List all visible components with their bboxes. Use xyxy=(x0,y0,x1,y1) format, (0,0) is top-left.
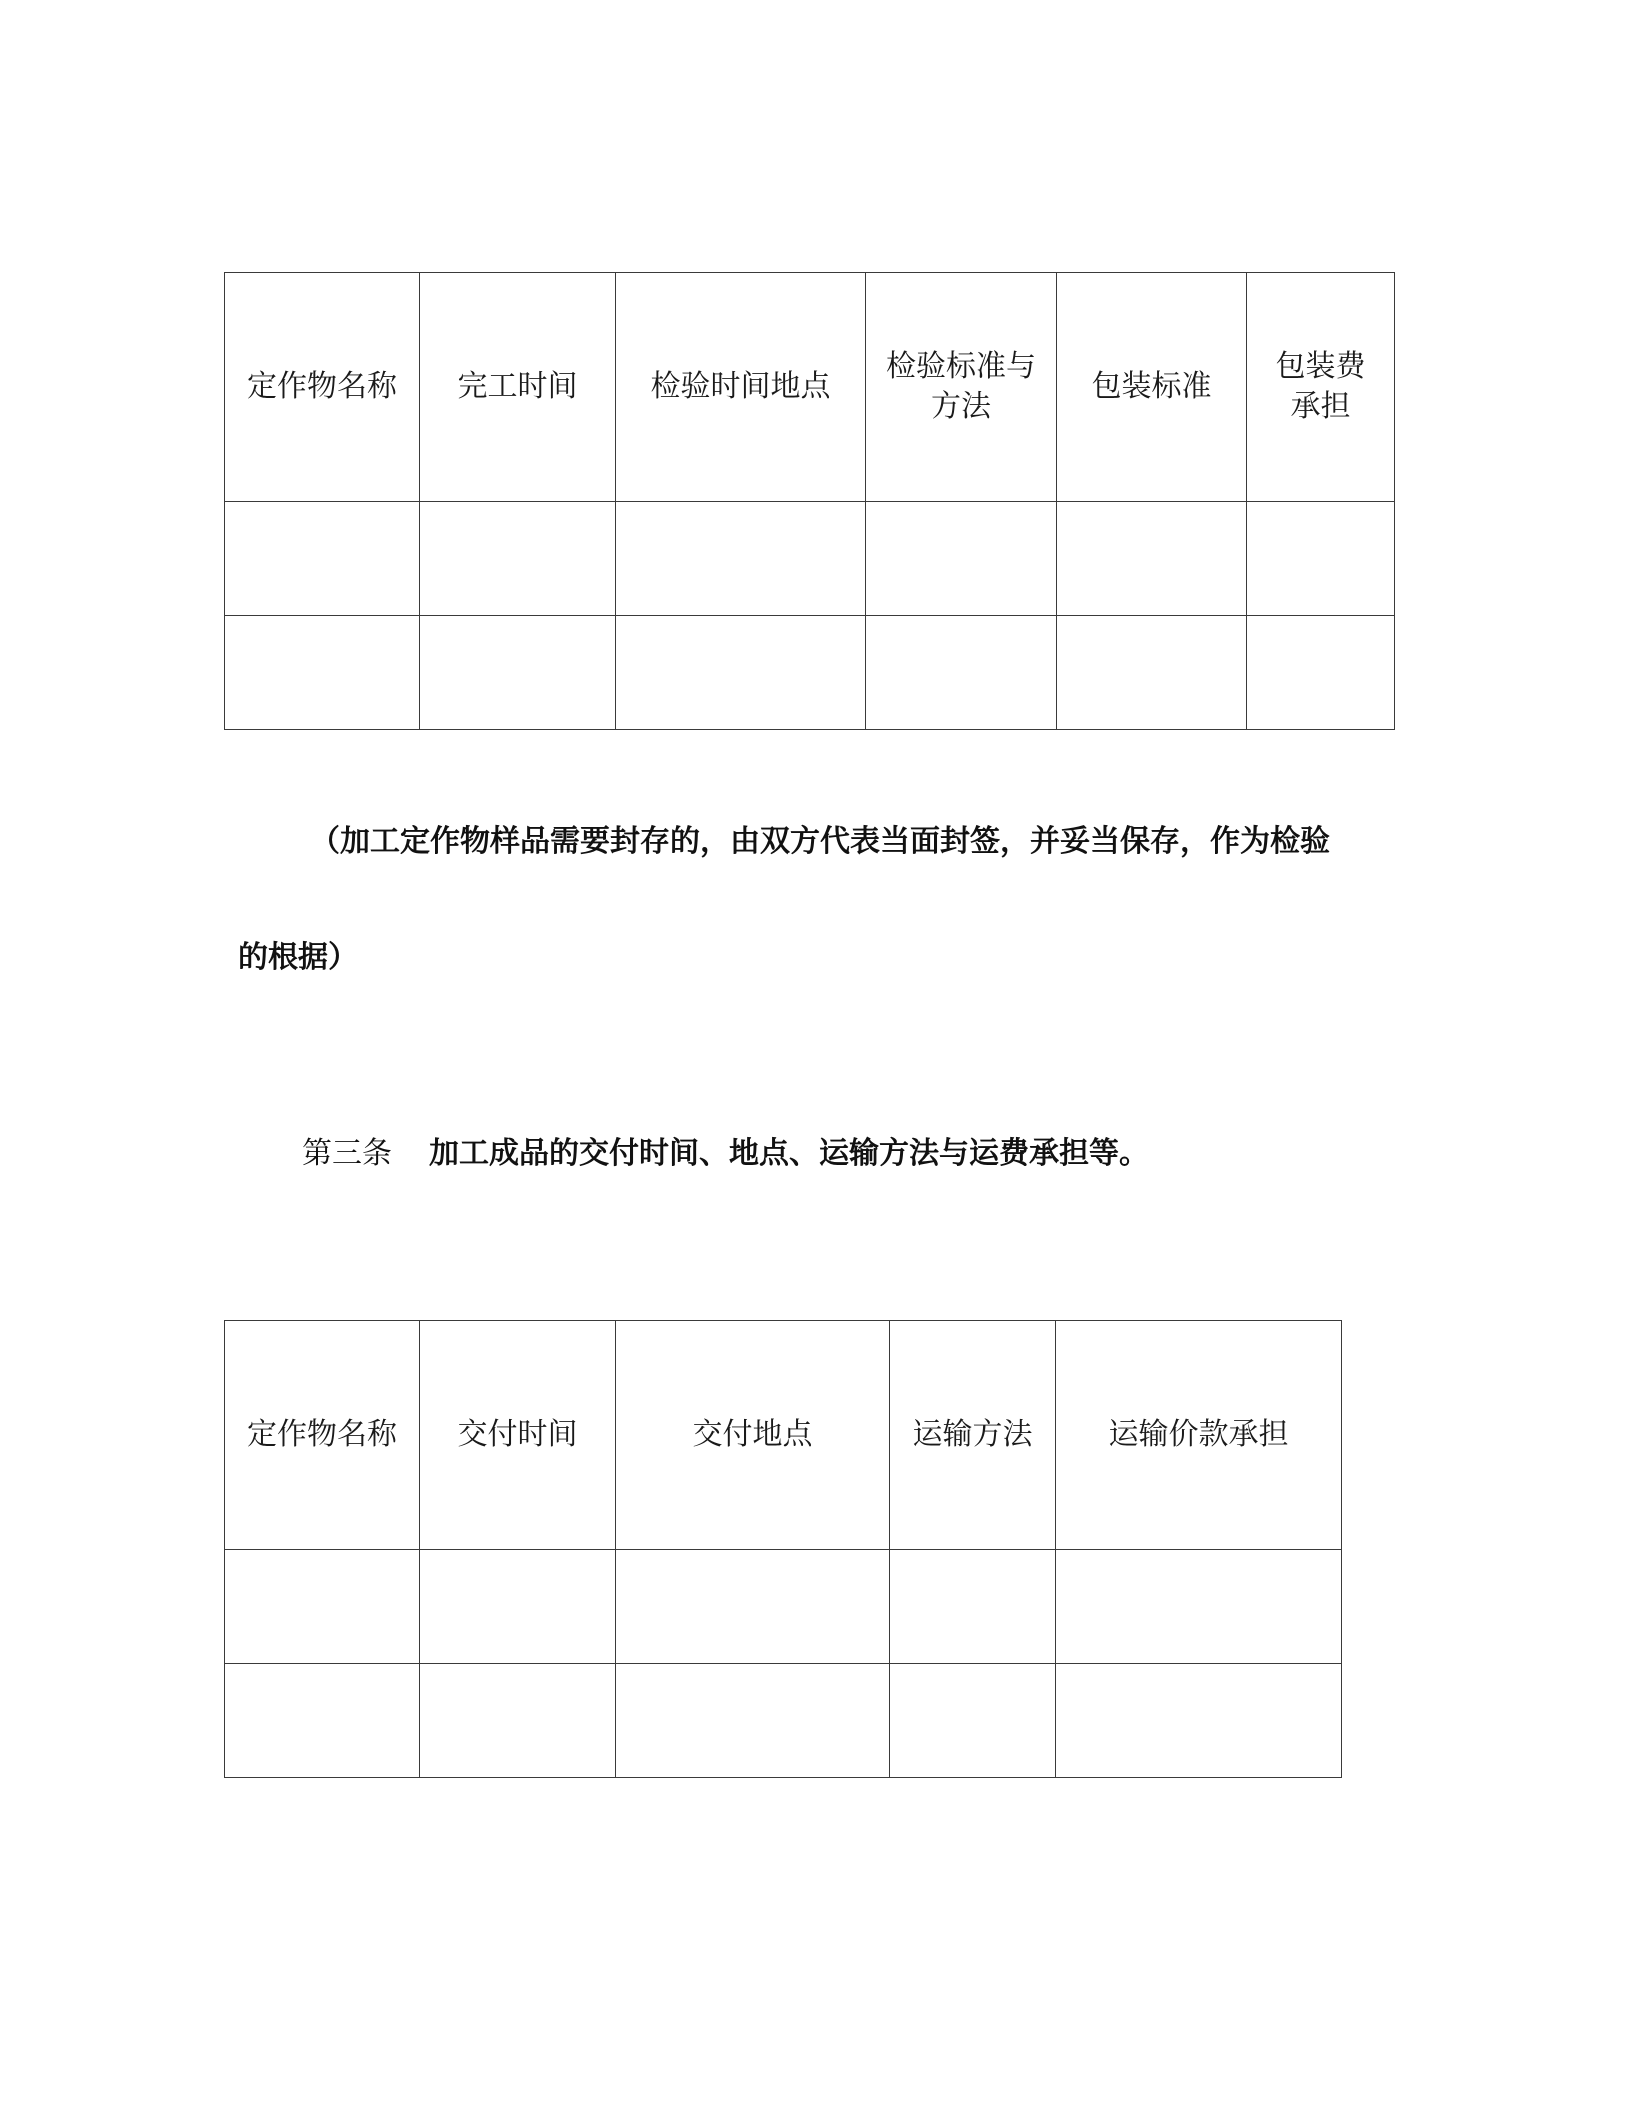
sample-note-line2: 的根据） xyxy=(238,940,358,975)
header-cell: 交付时间 xyxy=(420,1321,616,1550)
article-number: 第三条 xyxy=(302,1136,392,1171)
table-cell[interactable] xyxy=(616,502,866,616)
table-cell[interactable] xyxy=(616,1550,890,1664)
table-cell[interactable] xyxy=(420,1664,616,1778)
table-cell[interactable] xyxy=(616,1664,890,1778)
header-cell: 完工时间 xyxy=(420,273,616,502)
table-cell[interactable] xyxy=(890,1550,1056,1664)
delivery-table xyxy=(224,1320,1342,1778)
table-header-row xyxy=(225,1321,1342,1550)
header-cell: 包装标准 xyxy=(1057,273,1247,502)
sample-note-line1: （加工定作物样品需要封存的，由双方代表当面封签，并妥当保存，作为检验 xyxy=(310,824,1330,859)
header-cell: 定作物名称 xyxy=(225,273,420,502)
table-cell[interactable] xyxy=(225,502,420,616)
table-cell[interactable] xyxy=(1057,502,1247,616)
table-cell[interactable] xyxy=(1056,1550,1342,1664)
table-cell[interactable] xyxy=(866,502,1057,616)
header-cell: 包装费承担 xyxy=(1247,273,1395,502)
table-cell[interactable] xyxy=(890,1664,1056,1778)
header-cell: 交付地点 xyxy=(616,1321,890,1550)
table-row xyxy=(225,1664,1342,1778)
header-cell: 运输价款承担 xyxy=(1056,1321,1342,1550)
table-cell[interactable] xyxy=(225,1550,420,1664)
header-cell: 运输方法 xyxy=(890,1321,1056,1550)
inspection-table xyxy=(224,272,1395,730)
header-cell: 检验标准与方法 xyxy=(866,273,1057,502)
table-row xyxy=(225,1550,1342,1664)
table-cell[interactable] xyxy=(420,616,616,730)
table-cell[interactable] xyxy=(1247,502,1395,616)
table-cell[interactable] xyxy=(420,1550,616,1664)
header-cell: 定作物名称 xyxy=(225,1321,420,1550)
table-cell[interactable] xyxy=(420,502,616,616)
table-cell[interactable] xyxy=(225,616,420,730)
table-cell[interactable] xyxy=(1056,1664,1342,1778)
table-row xyxy=(225,616,1395,730)
table-cell[interactable] xyxy=(616,616,866,730)
header-cell: 检验时间地点 xyxy=(616,273,866,502)
article-three xyxy=(302,1128,1149,1172)
table-cell[interactable] xyxy=(225,1664,420,1778)
table-cell[interactable] xyxy=(1247,616,1395,730)
table-cell[interactable] xyxy=(866,616,1057,730)
table-header-row xyxy=(225,273,1395,502)
table-cell[interactable] xyxy=(1057,616,1247,730)
table-row xyxy=(225,502,1395,616)
article-text: 加工成品的交付时间、地点、运输方法与运费承担等。 xyxy=(429,1136,1149,1171)
